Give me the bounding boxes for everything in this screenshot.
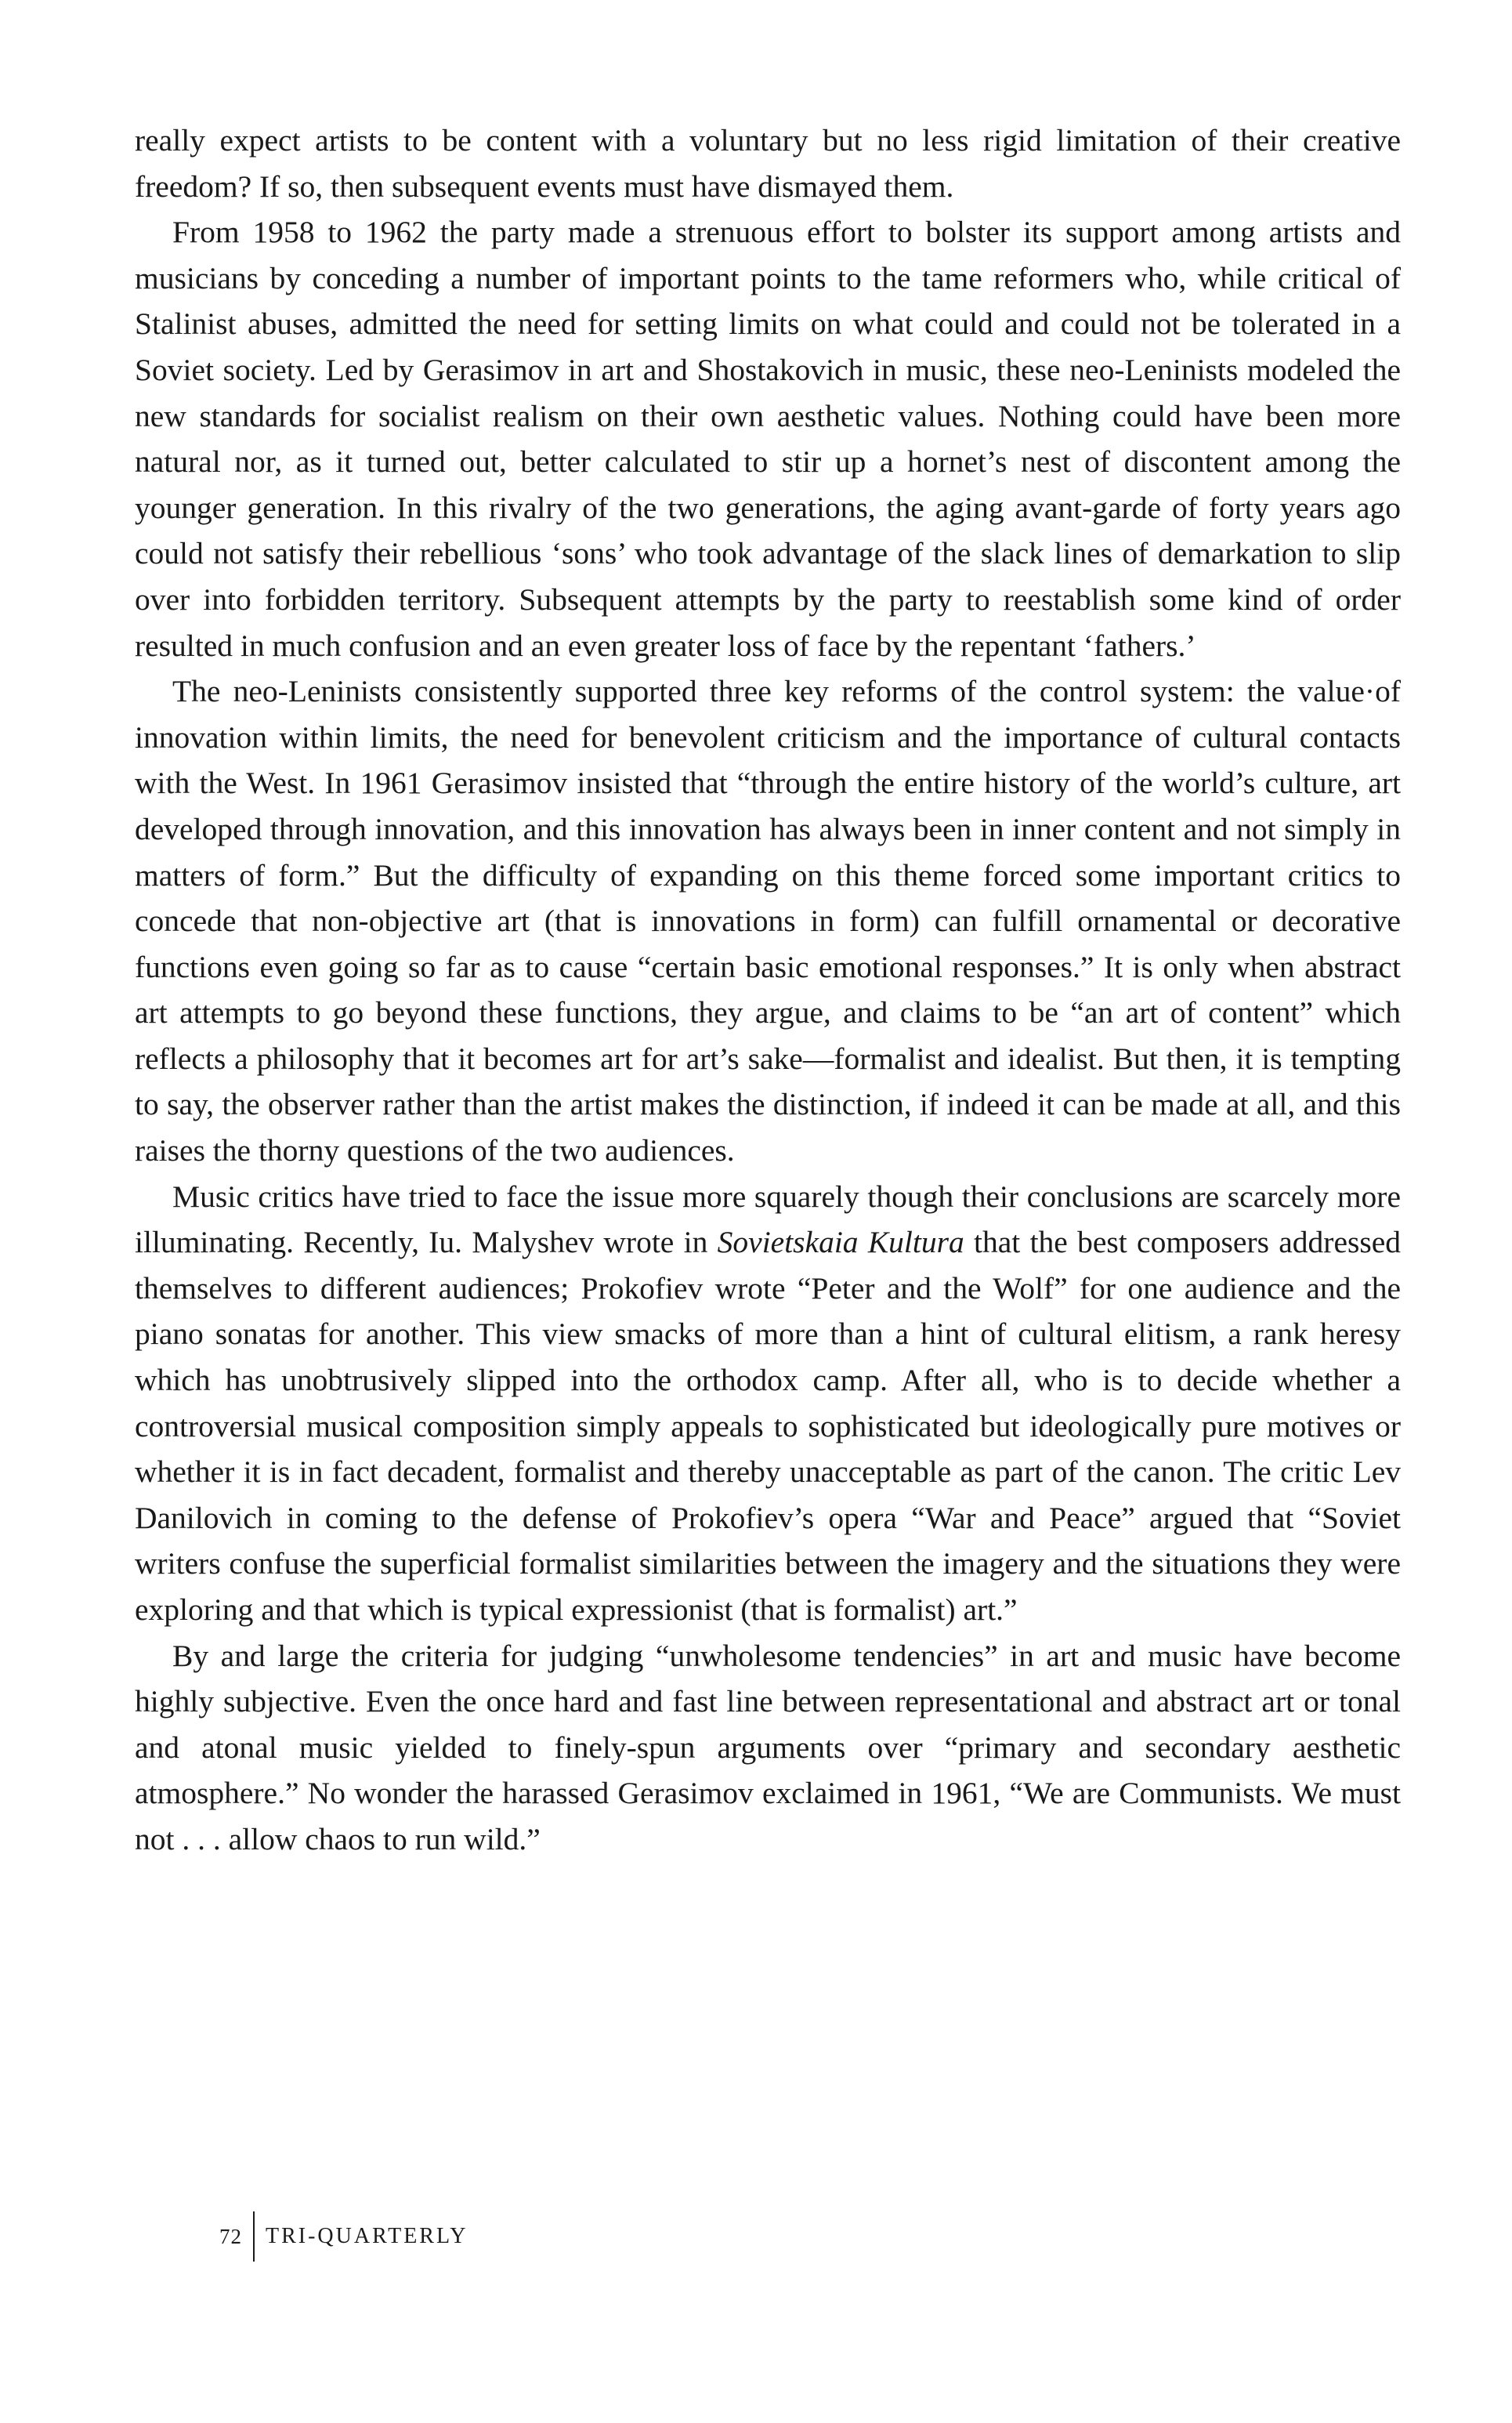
page-number: 72 [219,2224,242,2248]
journal-name: TRI-QUARTERLY [266,2224,468,2248]
publication-title: Sovietskaia Kultura [717,1225,964,1260]
paragraph-4 [135,1174,1401,1633]
paragraph-1: really expect artists to be content with a voluntary but no less rigid limitation of their creative freedom? If so, then subsequent events must have dismayed them. [135,123,1401,204]
page-footer [219,2211,468,2262]
paragraph-4-text-after: that the best composers addressed themselves to different audiences; Prokofiev wrote “Peter and the Wolf” for one audience and the piano sonatas for another. This view smacks of more than a hint of cultural elitism, a rank heresy which has unobtrusively slipped into the orthodox camp. After all, who is to decide whether a controversial musical composition simply appeals to sophisticated but ideologically pure motives or whether it is in fact decadent, formalist and thereby unacceptable as part of the canon. The critic Lev Danilovich in coming to the defense of Prokofiev’s opera “War and Peace” argued that “Soviet writers confuse the superficial formalist similarities between the imagery and the situations they were exploring and that which is typical expressionist (that is formalist) art.” [135,1225,1402,1627]
paragraph-2: From 1958 to 1962 the party made a strenuous effort to bolster its support among artists and musicians by conceding a number of important points to the tame reformers who, while critical of Stalinist abuses, admitted the need for setting limits on what could and could not be tolerated in a Soviet society. Led by Gerasimov in art and Shostakovich in music, these neo-Leninists modeled the new standards for socialist realism on their own aesthetic values. Nothing could have been more natural nor, as it turned out, better calculated to stir up a hornet’s nest of discontent among the younger generation. In this rivalry of the two generations, the aging avant-garde of forty years ago could not satisfy their rebellious ‘sons’ who took advantage of the slack lines of demarkation to slip over into forbidden territory. Subsequent attempts by the party to reestablish some kind of order resulted in much confusion and an even greater loss of face by the repentant ‘fathers.’ [135,215,1401,663]
paragraph-5: By and large the criteria for judging “unwholesome tendencies” in art and music have become highly subjective. Even the once hard and fast line between representational and abstract art or tonal and atonal music yielded to finely-spun arguments over “primary and secondary aesthetic atmosphere.” No wonder the harassed Gerasimov exclaimed in 1961, “We are Communists. We must not . . . allow chaos to run wild.” [135,1638,1401,1856]
paragraph-4-text-before: Music critics have tried to face the issue more squarely though their conclusions are scarcely more illuminating. Recently, Iu. Malyshev wrote in [135,1179,1401,1260]
paragraph-3: The neo-Leninists consistently supported three key reforms of the control system: the value·of innovation within limits, the need for benevolent criticism and the importance of cultural contacts with the West. In 1961 Gerasimov insisted that “through the entire history of the world’s culture, art developed through innovation, and this innovation has always been in inner content and not simply in matters of form.” But the difficulty of expanding on this theme forced some important critics to concede that non-objective art (that is innovations in form) can fulfill ornamental or decorative functions even going so far as to cause “certain basic emotional responses.” It is only when abstract art attempts to go beyond these functions, they argue, and claims to be “an art of content” which reflects a philosophy that it becomes art for art’s sake—formalist and idealist. But then, it is tempting to say, the observer rather than the artist makes the distinction, if indeed it can be made at all, and this raises the thorny questions of the two audiences. [135,674,1401,1168]
article-body [135,118,1401,1863]
